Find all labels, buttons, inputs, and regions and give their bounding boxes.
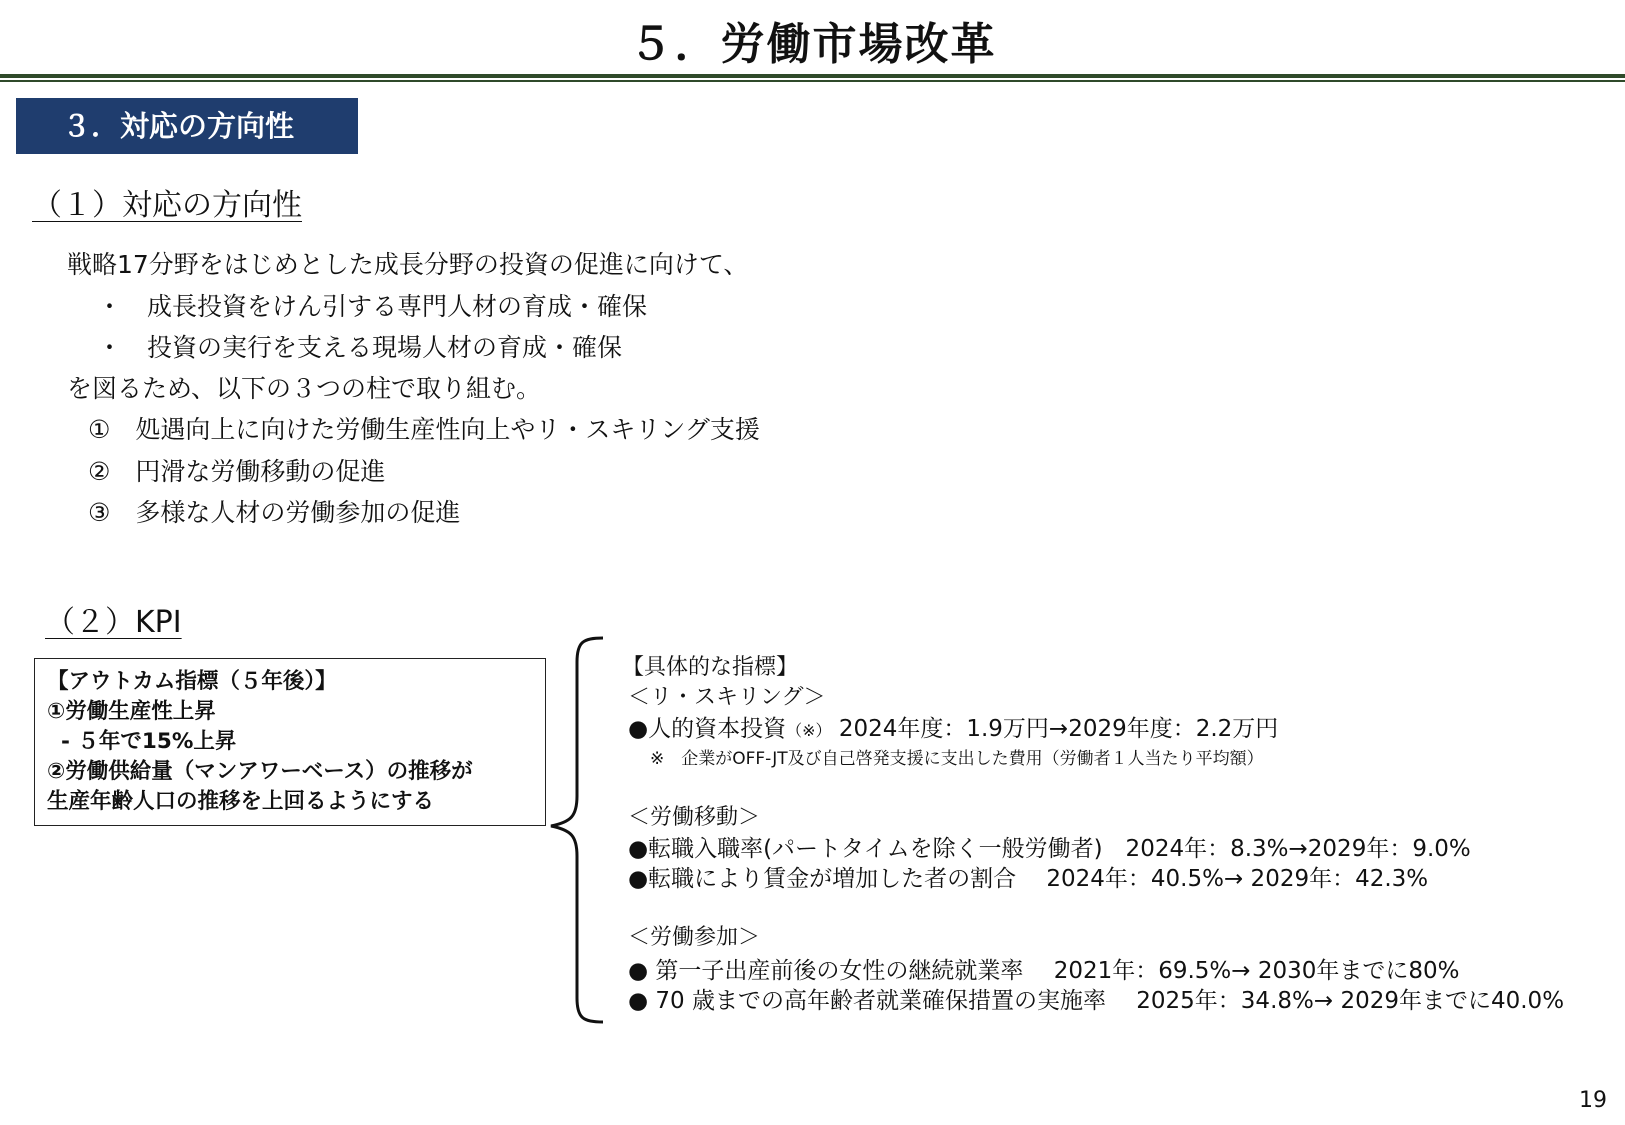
kpi-label: ●人的資本投資 bbox=[628, 716, 787, 742]
outcome-line: ②労働供給量（マンアワーベース）の推移が bbox=[47, 759, 473, 784]
outcome-indicator-box bbox=[34, 658, 546, 826]
kpi-heading: （２）KPI bbox=[45, 605, 182, 640]
kpi-footnote: ※ 企業がOFF-JT及び自己啓発支援に支出した費用（労働者１人当たり平均額） bbox=[650, 749, 1264, 769]
kpi-job-change-rate: ●転職入職率(パートタイムを除く一般労働者) 2024年：8.3%→2029年：9.0% bbox=[628, 836, 1471, 862]
note-mark: （※） bbox=[786, 721, 832, 740]
direction-bullet: ・ 成長投資をけん引する専門人材の育成・確保 bbox=[97, 292, 648, 321]
kpi-women-continuation-rate: ● 第一子出産前後の女性の継続就業率 2021年：69.5%→ 2030年までに80% bbox=[628, 958, 1460, 984]
outcome-line: 生産年齢人口の推移を上回るようにする bbox=[47, 789, 435, 814]
outcome-box-title: 【アウトカム指標（５年後）】 bbox=[47, 669, 337, 694]
outcome-line: ①労働生産性上昇 bbox=[47, 699, 216, 724]
mobility-heading: ＜労働移動＞ bbox=[628, 805, 761, 830]
outcome-line: - ５年で15%上昇 bbox=[61, 729, 237, 754]
direction-conclusion: を図るため、以下の３つの柱で取り組む。 bbox=[67, 374, 542, 403]
title-divider-thin bbox=[0, 80, 1625, 82]
reskilling-heading: ＜リ・スキリング＞ bbox=[628, 685, 826, 710]
direction-heading: （１）対応の方向性 bbox=[32, 188, 302, 223]
kpi-elderly-employment-rate: ● 70 歳までの高年齢者就業確保措置の実施率 2025年：34.8%→ 2029年までに40.0% bbox=[628, 988, 1565, 1014]
page-title: ５．労働市場改革 bbox=[628, 19, 997, 70]
pillar-item: ① 処遇向上に向けた労働生産性向上やリ・スキリング支援 bbox=[88, 415, 760, 444]
participation-heading: ＜労働参加＞ bbox=[628, 925, 761, 950]
kpi-human-capital-investment bbox=[628, 710, 1278, 743]
pillar-item: ③ 多様な人材の労働参加の促進 bbox=[88, 498, 461, 527]
page-number: 19 bbox=[1579, 1088, 1607, 1113]
title-divider bbox=[0, 74, 1625, 78]
kpi-values: 2024年度：1.9万円→2029年度：2.2万円 bbox=[838, 716, 1279, 742]
pillar-item: ② 円滑な労働移動の促進 bbox=[88, 457, 386, 486]
curly-brace bbox=[545, 636, 605, 1024]
direction-intro: 戦略17分野をはじめとした成長分野の投資の促進に向けて、 bbox=[67, 250, 749, 279]
direction-bullet: ・ 投資の実行を支える現場人材の育成・確保 bbox=[97, 333, 623, 362]
specific-indicators-heading: 【具体的な指標】 bbox=[622, 655, 799, 680]
kpi-wage-increase-share: ●転職により賃金が増加した者の割合 2024年：40.5%→ 2029年：42.3% bbox=[628, 866, 1429, 892]
section-badge: ３．対応の方向性 bbox=[16, 98, 358, 154]
